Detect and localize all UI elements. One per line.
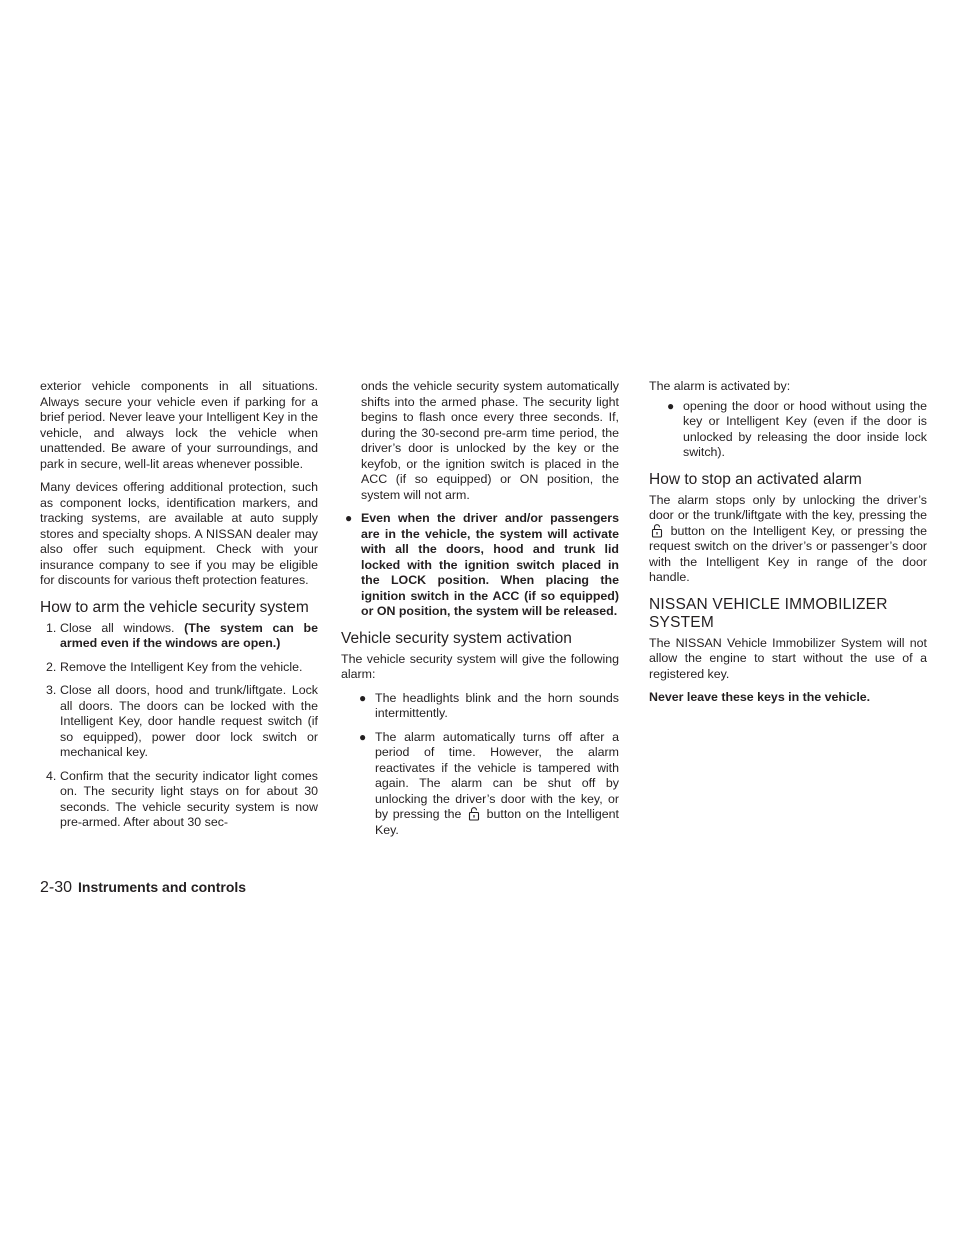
step-text: Confirm that the security indicator light comes on. The security light stays on for about 30 seconds. The vehicle security system is now pre-armed. After about 30 sec- [60,768,318,829]
bullet-text-end: button on the Intelligent Key. [375,807,619,837]
bullet-text: The alarm automatically turns off after a period of time. However, the alarm reactivates if the vehicle is tampered with again. The alarm can be shut off by unlocking the driver’s door with the key, or by pressing the [375,729,619,821]
intro-paragraph: exterior vehicle components in all situations. Always secure your vehicle even if parking for a brief period. Never leave your Intelligent Key in the vehicle, and always lock the vehicle when unattended. Be aware of your surroundings, and park in secure, well-lit areas whenever possible. [40,379,318,471]
bold-bullet-list [341,511,619,620]
step-item [40,621,318,652]
activated-by-label: The alarm is activated by: [649,379,791,393]
bullet-icon: ● [667,398,675,413]
activation-intro: The vehicle security system will give the following alarm: [341,651,619,681]
bullet-icon: ● [359,690,367,705]
key-fob-unlock-icon [651,524,663,538]
list-item [341,511,619,620]
bullet-icon: ● [359,729,367,744]
heading-stop-alarm: How to stop an activated alarm [649,470,862,488]
step-number: 4. [46,768,57,783]
step-item [40,660,318,676]
column-3 [649,379,927,714]
step-text: Close all windows. [60,620,185,635]
bullet-text: The headlights blink and the horn sounds intermittently. [375,690,619,720]
section-title: Instruments and controls [78,879,247,895]
step-number: 2. [46,659,57,674]
step-item [40,683,318,761]
step-item [40,769,318,831]
heading-immobilizer: NISSAN VEHICLE IMMOBILIZER SYSTEM [649,595,888,631]
key-fob-unlock-icon [468,807,480,821]
activated-by-list [649,399,927,461]
page-number: 2-30 [40,879,73,896]
bullet-text: opening the door or hood without using the key or Intelligent Key (even if the door is unlocked by releasing the door inside lock switch). [683,398,927,459]
step-bold-note: (The system can be armed even if the windows are open.) [60,620,318,650]
column-2 [341,379,619,846]
stop-text-end: button on the Intelligent Key, or pressing the request switch on the driver’s or passenger’s door with the Intelligent Key in range of the door handle. [649,523,927,584]
list-item [341,691,619,722]
list-item [341,730,619,839]
immobilizer-paragraph: The NISSAN Vehicle Immobilizer System will not allow the engine to start without the use of a registered key. [649,635,927,681]
alarm-bullet-list [341,691,619,839]
step-number: 1. [46,620,57,635]
protection-paragraph: Many devices offering additional protection, such as component locks, identification markers, and tracking systems, are available at auto supply stores and specialty shops. A NISSAN dealer may also offer such equipment. Check with your insurance company to see if you may be eligible for discounts for various theft protection features. [40,480,318,587]
heading-activation: Vehicle security system activation [341,629,572,647]
stop-text-start: The alarm stops only by unlocking the driver’s door or the trunk/liftgate with the key, pressing the [649,492,927,522]
page-footer [40,878,246,897]
bullet-icon: ● [345,511,353,525]
bold-bullet-text: Even when the driver and/or passengers are in the vehicle, the system will activate with all the doors, hood and trunk lid locked with the ignition switch placed in the LOCK position. When placing the ignition switch in the ACC (if so equipped) or ON position, the system will be released. [361,511,619,618]
arm-steps-list [40,621,318,831]
step-text: Remove the Intelligent Key from the vehicle. [60,659,303,674]
step-text: Close all doors, hood and trunk/liftgate. Lock all doors. The doors can be locked with the Intelligent Key, door handle request switch (if so equipped), power door lock switch or mechanical key. [60,683,318,759]
continuation-paragraph: onds the vehicle security system automatically shifts into the armed phase. The security light begins to flash once every three seconds. If, during the 30-second pre-arm time period, the driver’s door is unlocked by the key or the keyfob, or the ignition switch is placed in the ACC (if so equipped) or ON position, the system will not arm. [361,379,619,502]
keys-warning: Never leave these keys in the vehicle. [649,690,871,704]
heading-arm-system: How to arm the vehicle security system [40,598,309,616]
list-item [649,399,927,461]
column-1 [40,379,318,839]
stop-alarm-paragraph [649,493,927,586]
step-number: 3. [46,683,57,697]
